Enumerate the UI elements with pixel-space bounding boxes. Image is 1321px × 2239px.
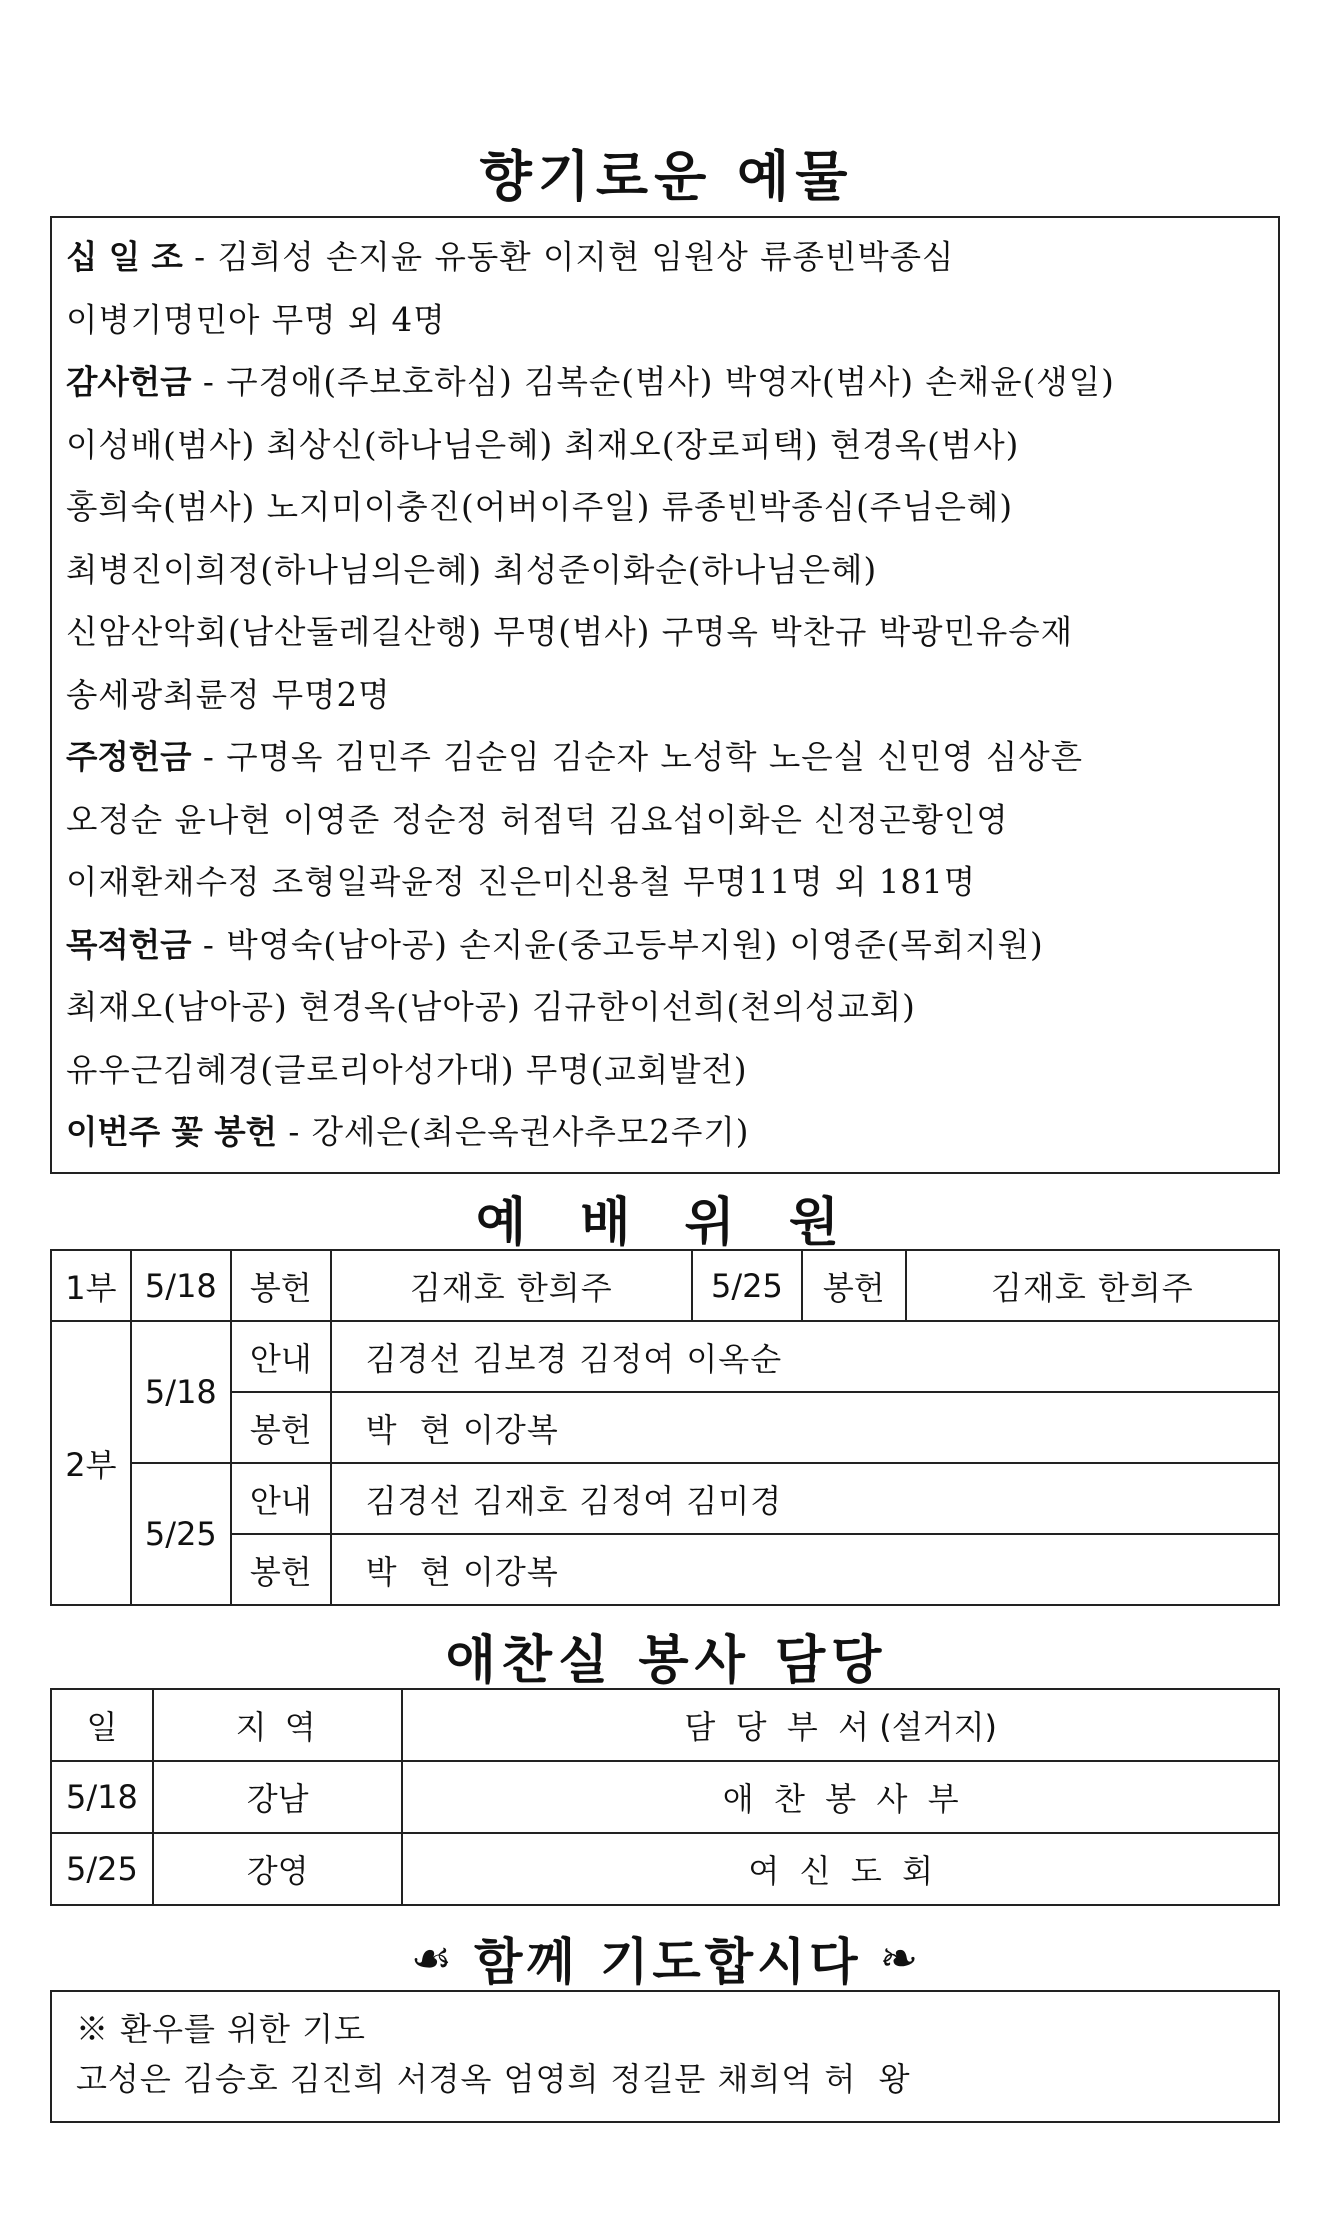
- offering-line: 신암산악회(남산둘레길산행) 무명(범사) 구명옥 박찬규 박광민유승재: [66, 613, 1074, 651]
- offering-line: 최재오(남아공) 현경옥(남아공) 김규한이선희(천의성교회): [66, 988, 916, 1026]
- offering-category: 십 일 조: [66, 238, 183, 276]
- offering-line: 유우근김혜경(글로리아성가대) 무명(교회발전): [66, 1050, 748, 1089]
- offering-names: 강세은(최은옥권사추모2주기): [311, 1113, 750, 1151]
- offering-category: 주정헌금: [66, 738, 192, 776]
- header-cell: 담 당 부 서 (설거지): [402, 1689, 1279, 1761]
- role-cell: 봉헌: [231, 1392, 331, 1463]
- role-cell: 봉헌: [231, 1534, 331, 1605]
- table-row: [51, 1250, 1279, 1321]
- role-cell: 안내: [231, 1463, 331, 1534]
- prayer-heading: [50, 1922, 1283, 1994]
- table-row: [51, 1463, 1279, 1534]
- header-cell: 일: [51, 1689, 153, 1761]
- service-cell: 2부: [51, 1321, 131, 1605]
- offering-line: 홍희숙(범사) 노지미이충진(어버이주일) 류종빈박종심(주님은혜): [66, 488, 1014, 526]
- role-cell: 봉헌: [802, 1250, 906, 1321]
- names-cell: 김재호 한희주: [906, 1250, 1279, 1321]
- role-cell: 안내: [231, 1321, 331, 1392]
- kitchen-table: [50, 1688, 1280, 1906]
- table-row: [51, 1761, 1279, 1833]
- role-cell: 봉헌: [231, 1250, 331, 1321]
- offering-names: 구경애(주보호하심) 김복순(범사) 박영자(범사) 손채윤(생일): [226, 363, 1115, 401]
- date-cell: 5/18: [131, 1321, 231, 1463]
- offerings-box: [50, 216, 1280, 1174]
- date-cell: 5/25: [131, 1463, 231, 1605]
- table-header-row: [51, 1689, 1279, 1761]
- table-row: [51, 1321, 1279, 1392]
- offering-line: 목적헌금 - 박영숙(남아공) 손지윤(중고등부지원) 이영준(목회지원): [66, 925, 1044, 964]
- prayer-box: [50, 1990, 1280, 2123]
- prayer-subtitle: ※ 환우를 위한 기도: [76, 2010, 366, 2048]
- offering-line: 이성배(범사) 최상신(하나님은혜) 최재오(장로피택) 현경옥(범사): [66, 425, 1020, 464]
- names-cell: 박 현 이강복: [331, 1534, 1279, 1605]
- offering-category: 이번주 꽃 봉헌: [66, 1113, 277, 1151]
- offering-line: 십 일 조 - 김희성 손지윤 유동환 이지현 임원상 류종빈박종심: [66, 238, 955, 276]
- offerings-title: 향기로운 예물: [479, 145, 854, 208]
- offering-names: 구명옥 김민주 김순임 김순자 노성학 노은실 신민영 심상흔: [226, 738, 1084, 776]
- names-cell: 박 현 이강복: [331, 1392, 1279, 1463]
- dept-cell: 애 찬 봉 사 부: [402, 1761, 1279, 1833]
- offering-category: 목적헌금: [66, 925, 192, 964]
- worship-title: 예 배 위 원: [475, 1193, 858, 1253]
- table-row: [51, 1833, 1279, 1905]
- names-cell: 김경선 김재호 김정여 김미경: [331, 1463, 1279, 1534]
- names-cell: 김경선 김보경 김정여 이옥순: [331, 1321, 1279, 1392]
- offering-line: 이재환채수정 조형일곽윤정 진은미신용철 무명11명 외 181명: [66, 863, 977, 901]
- offering-line: 이병기명민아 무명 외 4명: [66, 300, 446, 339]
- worship-table: [50, 1249, 1280, 1606]
- offering-category: 감사헌금: [66, 363, 192, 401]
- date-cell: 5/18: [131, 1250, 231, 1321]
- day-cell: 5/25: [51, 1833, 153, 1905]
- day-cell: 5/18: [51, 1761, 153, 1833]
- names-cell: 김재호 한희주: [331, 1250, 692, 1321]
- kitchen-title: 애찬실 봉사 담당: [445, 1631, 888, 1691]
- date-cell: 5/25: [692, 1250, 802, 1321]
- region-cell: 강영: [153, 1833, 402, 1905]
- offering-names: 박영숙(남아공) 손지윤(중고등부지원) 이영준(목회지원): [226, 925, 1044, 964]
- table-row: [51, 1534, 1279, 1605]
- offering-line: 송세광최륜정 무명2명: [66, 675, 391, 714]
- offering-line: 오정순 윤나현 이영준 정순정 허점덕 김요섭이화은 신정곤황인영: [66, 800, 1009, 839]
- dept-cell: 여 신 도 회: [402, 1833, 1279, 1905]
- table-row: [51, 1392, 1279, 1463]
- offering-line: 감사헌금 - 구경애(주보호하심) 김복순(범사) 박영자(범사) 손채윤(생일): [66, 363, 1115, 401]
- ornament-left-icon: ☙: [410, 1931, 457, 1985]
- ornament-right-icon: ❧: [879, 1931, 923, 1985]
- prayer-title: 함께 기도합시다: [474, 1933, 862, 1991]
- offering-line: 이번주 꽃 봉헌 - 강세은(최은옥권사추모2주기): [66, 1113, 750, 1151]
- header-cell: 지 역: [153, 1689, 402, 1761]
- prayer-names: 고성은 김승호 김진희 서경옥 엄영희 정길문 채희억 허 왕: [76, 2060, 911, 2098]
- offering-names: 김희성 손지윤 유동환 이지현 임원상 류종빈박종심: [217, 238, 955, 276]
- offering-line: 최병진이희정(하나님의은혜) 최성준이화순(하나님은혜): [66, 550, 878, 589]
- region-cell: 강남: [153, 1761, 402, 1833]
- offering-line: 주정헌금 - 구명옥 김민주 김순임 김순자 노성학 노은실 신민영 심상흔: [66, 738, 1084, 776]
- service-cell: 1부: [51, 1250, 131, 1321]
